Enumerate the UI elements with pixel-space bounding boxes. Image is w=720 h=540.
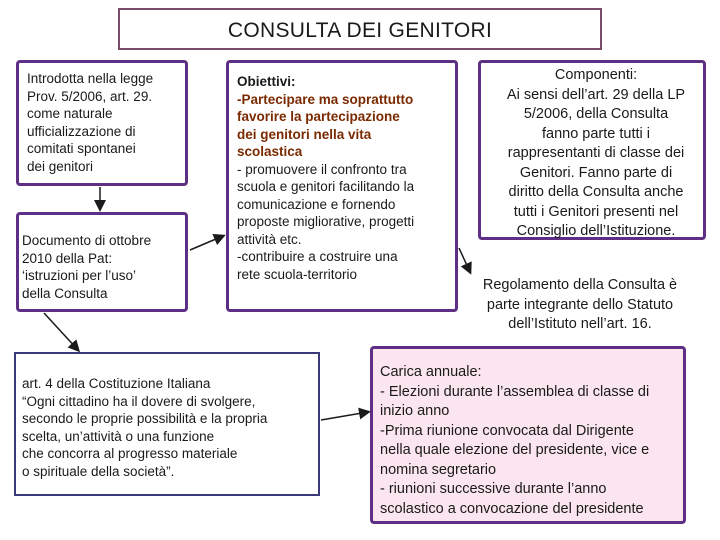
page-title: CONSULTA DEI GENITORI <box>227 19 493 42</box>
regolamento-text: Regolamento della Consulta è parte integrante dello Statuto dell’Istituto nell’art. 16. <box>482 277 678 332</box>
intro-text: Introdotta nella legge Prov. 5/2006, art. 29. come naturale ufficializzazione di comitati spontanei dei genitori <box>27 71 154 174</box>
carica-heading: Carica annuale: <box>380 364 482 380</box>
arrow-documento-to-art4 <box>44 313 78 350</box>
componenti-text: Componenti: Ai sensi dell’art. 29 della LP 5/2006, della Consulta fanno parte tutti i rappresentanti di classe dei Genitori. Fanno parte di diritto della Consulta anche tutti i Genitori presenti nel Consiglio dell’Istituzione. <box>506 67 686 239</box>
art4-text: art. 4 della Costituzione Italiana “Ogni cittadino ha il dovere di svolgere, secondo le proprie possibilità e la propria scelta, un’attività o una funzione che concorra al progresso materiale o spirituale della società”. <box>22 376 268 479</box>
obiettivi-text: Obiettivi: -Partecipare ma soprattutto favorire la partecipazione dei genitori nella vita scolastica - promuovere il confronto tra scuola e genitori facilitando la comunicazione e fornendo proposte migliorative, progetti attività etc. -contribuire a costruire una rete scuola-territorio <box>237 74 415 282</box>
carica-text: Carica annuale: - Elezioni durante l’assemblea di classe di inizio anno -Prima riunione convocata dal Dirigente nella quale elezione del presidente, vice e nomina segretario - riunioni successive durante l’anno scolastico a convocazione del presidente <box>380 364 650 517</box>
arrow-documento-to-obiettivi <box>190 236 223 250</box>
documento-text: Documento di ottobre 2010 della Pat: ‘istruzioni per l’uso’ della Consulta <box>22 233 152 301</box>
arrow-obiettivi-to-regolamento <box>459 248 470 272</box>
arrow-art4-to-carica <box>321 412 368 420</box>
obiettivi-heading: Obiettivi: <box>237 74 296 89</box>
componenti-heading: Componenti: <box>554 67 638 83</box>
